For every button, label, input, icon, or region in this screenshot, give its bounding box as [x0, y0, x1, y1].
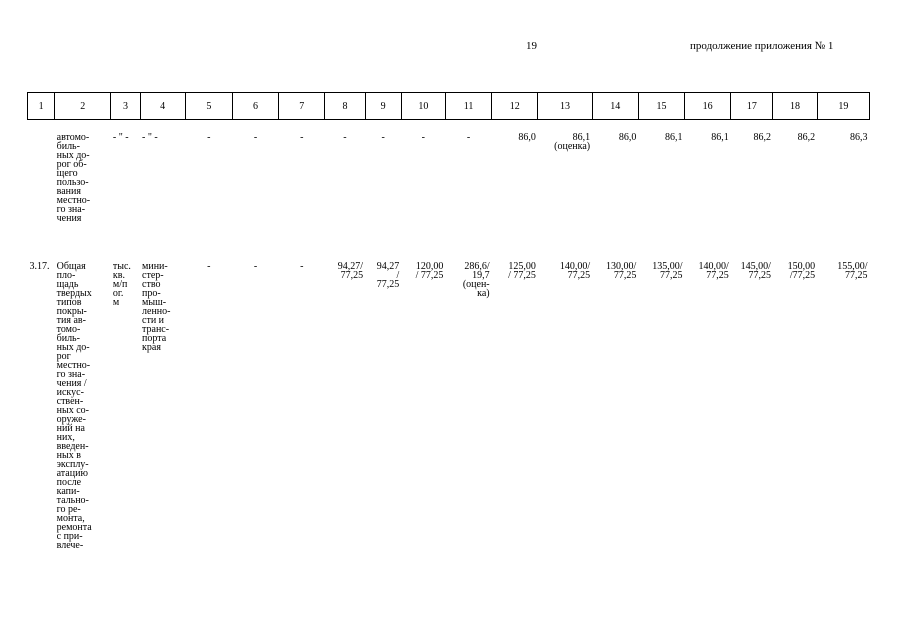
column-header: 3	[111, 93, 140, 120]
column-header: 1	[28, 93, 55, 120]
table-row	[28, 258, 870, 550]
unit-cell: - " -	[112, 132, 129, 143]
column-header: 17	[731, 93, 773, 120]
table-cell: -	[381, 132, 385, 143]
column-header: 8	[325, 93, 365, 120]
column-header: 6	[232, 93, 278, 120]
table-cell: 94,27 / 77,25	[376, 261, 400, 290]
column-header: 15	[638, 93, 684, 120]
responsible-cell: мини- стер- ство про- мыш- ленно- сти и транс- порта края	[142, 261, 171, 353]
column-header: 19	[817, 93, 869, 120]
table-cell: 86,1	[711, 132, 729, 143]
table-cell: 86,0	[618, 132, 637, 143]
table-row	[28, 120, 870, 259]
table-cell: -	[300, 132, 304, 143]
table-cell: -	[421, 132, 425, 143]
table-cell	[28, 120, 55, 259]
table-cell: 130,00/ 77,25	[606, 261, 637, 281]
table-cell: 86,2	[797, 132, 816, 143]
column-header: 9	[365, 93, 401, 120]
table-cell: 86,1	[665, 132, 683, 143]
table-cell: -	[466, 132, 471, 143]
table-cell: 140,00/ 77,25	[559, 261, 591, 281]
indicator-name-cell: Общая пло- щадь твердых типов покры- тия ав- томо- биль- ных до- рог местно- го зна- чения / искус- ствен- ных со- оруже- ний на них, введен- ных в эксплу- атацию после капи- тально- го ре- монта, ремонта с при- влече-	[56, 261, 92, 551]
table-cell: 286,6/ 19,7 (оцен- ка)	[462, 261, 490, 299]
table-cell: 125,00 / 77,25	[508, 261, 536, 281]
table-cell: 155,00/ 77,25	[837, 261, 868, 281]
column-header: 13	[538, 93, 592, 120]
column-header: 5	[185, 93, 232, 120]
table-cell: 86,3	[850, 132, 868, 143]
table-cell: 86,0	[518, 132, 536, 143]
table-cell: 120,00 / 77,25	[415, 261, 444, 281]
indicator-name-cell: автомо- биль- ных до- рог об- щего пользо- вания местно- го зна- чения	[56, 132, 91, 224]
table-cell: 145,00/ 77,25	[740, 261, 771, 281]
page-number: 19	[526, 40, 537, 52]
table-cell: -	[300, 261, 304, 272]
table-cell: 86,2	[753, 132, 771, 143]
column-header: 2	[55, 93, 111, 120]
column-header: 14	[592, 93, 638, 120]
table-cell: 135,00/ 77,25	[652, 261, 683, 281]
column-header: 18	[773, 93, 817, 120]
table-cell: -	[207, 261, 211, 272]
indicators-table	[27, 92, 870, 550]
table-cell: -	[343, 132, 347, 143]
table-cell: 150,00 /77,25	[787, 261, 816, 281]
column-header: 7	[279, 93, 325, 120]
table-cell: -	[253, 261, 258, 272]
table-cell: 86,1 (оценка)	[554, 132, 591, 152]
table-cell: 140,00/ 77,25	[698, 261, 729, 281]
table-cell: 94,27/ 77,25	[337, 261, 364, 281]
responsible-cell: - " -	[142, 132, 158, 143]
row-number-cell: 3.17.	[29, 261, 50, 272]
table-cell: -	[253, 132, 258, 143]
column-header: 11	[445, 93, 491, 120]
column-header: 16	[685, 93, 731, 120]
unit-cell: тыс. кв. м/п ог. м	[112, 261, 131, 308]
appendix-continuation-label: продолжение приложения № 1	[690, 40, 834, 52]
column-header: 4	[140, 93, 185, 120]
column-header: 10	[401, 93, 445, 120]
column-header: 12	[492, 93, 538, 120]
column-number-row	[28, 93, 870, 120]
table-cell: -	[207, 132, 211, 143]
